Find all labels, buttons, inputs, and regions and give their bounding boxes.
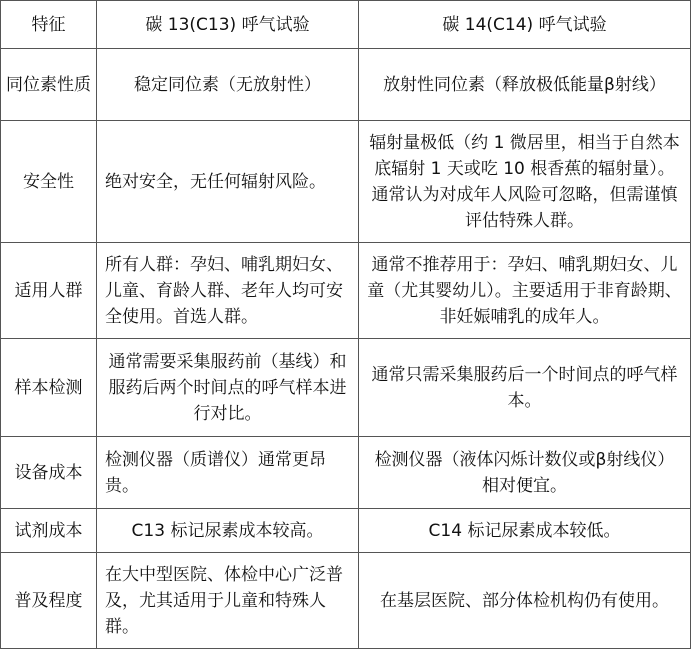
c13-cell: 检测仪器（质谱仪）通常更昂贵。 bbox=[97, 437, 359, 509]
table-row bbox=[1, 339, 691, 437]
feature-cell: 设备成本 bbox=[1, 437, 97, 509]
feature-cell: 安全性 bbox=[1, 121, 97, 243]
table-row bbox=[1, 243, 691, 339]
c14-cell: 辐射量极低（约 1 微居里，相当于自然本底辐射 1 天或吃 10 根香蕉的辐射量）。通常认为对成年人风险可忽略，但需谨慎评估特殊人群。 bbox=[359, 121, 691, 243]
feature-cell: 试剂成本 bbox=[1, 509, 97, 553]
c14-cell: 在基层医院、部分体检机构仍有使用。 bbox=[359, 553, 691, 649]
table-row bbox=[1, 437, 691, 509]
header-c13: 碳 13(C13) 呼气试验 bbox=[97, 1, 359, 49]
c13-cell: 绝对安全，无任何辐射风险。 bbox=[97, 121, 359, 243]
c13-cell: 通常需要采集服药前（基线）和服药后两个时间点的呼气样本进行对比。 bbox=[97, 339, 359, 437]
table-row bbox=[1, 121, 691, 243]
feature-cell: 同位素性质 bbox=[1, 49, 97, 121]
header-row bbox=[1, 1, 691, 49]
feature-cell: 普及程度 bbox=[1, 553, 97, 649]
c14-cell: 检测仪器（液体闪烁计数仪或β射线仪）相对便宜。 bbox=[359, 437, 691, 509]
c14-cell: 通常只需采集服药后一个时间点的呼气样本。 bbox=[359, 339, 691, 437]
table-row bbox=[1, 553, 691, 649]
feature-cell: 适用人群 bbox=[1, 243, 97, 339]
c13-cell: 所有人群：孕妇、哺乳期妇女、儿童、育龄人群、老年人均可安全使用。首选人群。 bbox=[97, 243, 359, 339]
header-feature: 特征 bbox=[1, 1, 97, 49]
c14-cell: 放射性同位素（释放极低能量β射线） bbox=[359, 49, 691, 121]
c13-cell: C13 标记尿素成本较高。 bbox=[97, 509, 359, 553]
c14-cell: 通常不推荐用于：孕妇、哺乳期妇女、儿童（尤其婴幼儿）。主要适用于非育龄期、非妊娠哺乳的成年人。 bbox=[359, 243, 691, 339]
c13-cell: 稳定同位素（无放射性） bbox=[97, 49, 359, 121]
c13-cell: 在大中型医院、体检中心广泛普及，尤其适用于儿童和特殊人群。 bbox=[97, 553, 359, 649]
table-row bbox=[1, 509, 691, 553]
header-c14: 碳 14(C14) 呼气试验 bbox=[359, 1, 691, 49]
feature-cell: 样本检测 bbox=[1, 339, 97, 437]
table-row bbox=[1, 49, 691, 121]
c14-cell: C14 标记尿素成本较低。 bbox=[359, 509, 691, 553]
